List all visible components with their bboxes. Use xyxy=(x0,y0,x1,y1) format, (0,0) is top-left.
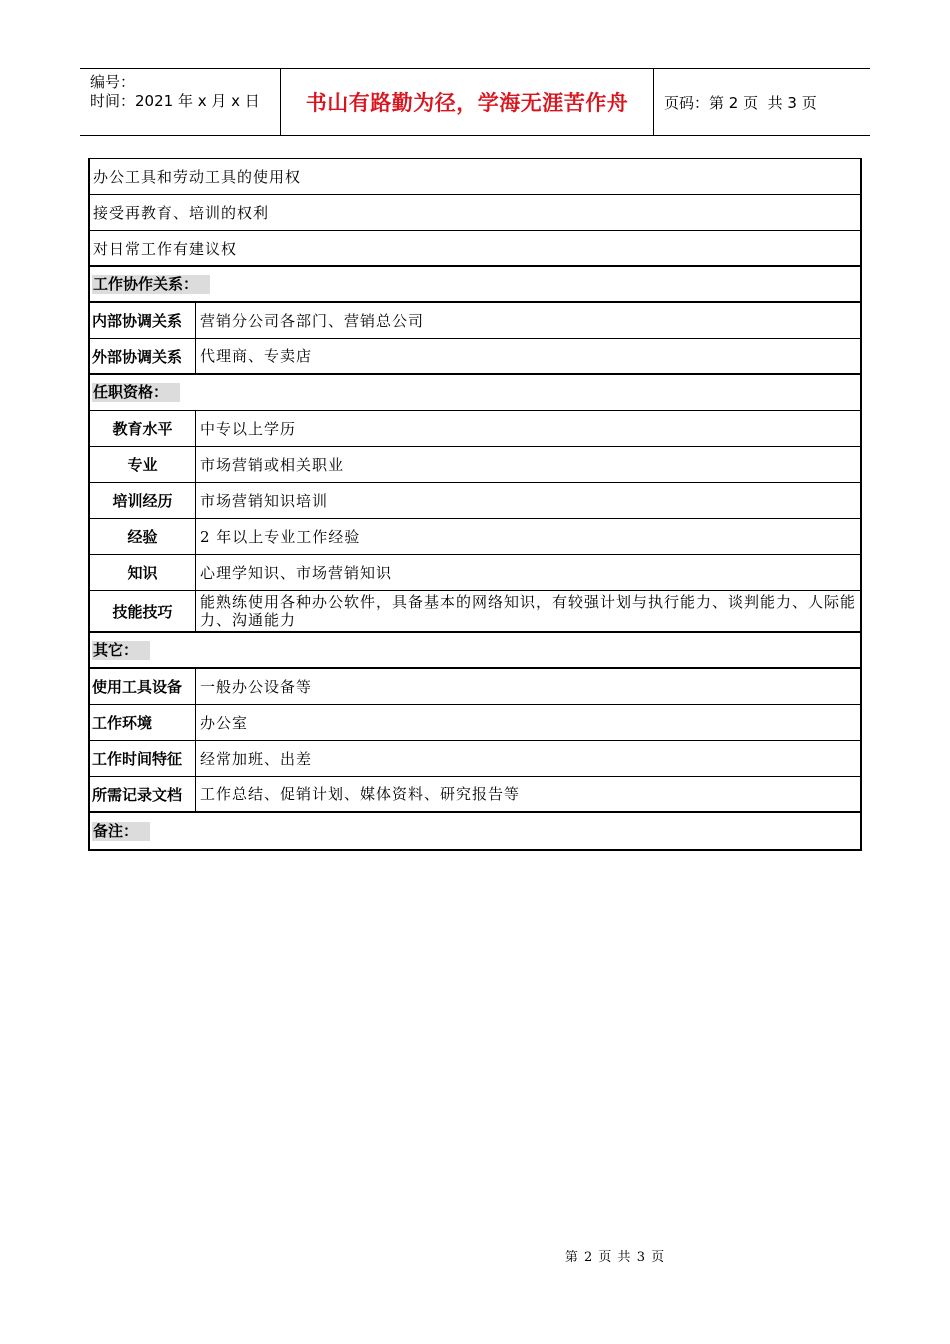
row-label: 工作时间特征 xyxy=(90,741,196,776)
row-label: 教育水平 xyxy=(90,411,196,446)
document-date: 时间：2021 年 x 月 x 日 xyxy=(90,92,260,110)
section-header-other xyxy=(90,633,860,669)
page-info-text: 页码：第 2 页 共 3 页 xyxy=(664,93,817,112)
section-header-qualifications xyxy=(90,375,860,411)
row-value: 中专以上学历 xyxy=(200,419,297,438)
section-title: 任职资格： xyxy=(92,383,180,402)
row-label: 工作环境 xyxy=(90,705,196,740)
table-row xyxy=(90,669,860,705)
row-label: 知识 xyxy=(90,555,196,590)
table-row xyxy=(90,741,860,777)
row-label: 使用工具设备 xyxy=(90,669,196,704)
row-label: 技能技巧 xyxy=(90,591,196,631)
table-row xyxy=(90,339,860,375)
row-value: 能熟练使用各种办公软件，具备基本的网络知识，有较强计划与执行能力、谈判能力、人际能力、沟通能力 xyxy=(200,593,857,629)
rights-item: 接受再教育、培训的权利 xyxy=(93,204,270,222)
row-value: 工作总结、促销计划、媒体资料、研究报告等 xyxy=(200,785,521,803)
table-row xyxy=(90,777,860,813)
row-value: 心理学知识、市场营销知识 xyxy=(200,563,393,582)
page-footer: 第 2 页 共 3 页 xyxy=(564,1250,666,1265)
rights-row xyxy=(90,231,860,267)
job-description-table xyxy=(88,158,862,851)
section-title: 其它： xyxy=(92,641,150,660)
rights-row xyxy=(90,159,860,195)
section-header-cooperation xyxy=(90,267,860,303)
row-label: 培训经历 xyxy=(90,483,196,518)
rights-item: 对日常工作有建议权 xyxy=(93,239,238,258)
row-label: 专业 xyxy=(90,447,196,482)
page-header xyxy=(80,68,870,136)
row-value: 2 年以上专业工作经验 xyxy=(200,527,361,546)
table-row xyxy=(90,591,860,633)
rights-row xyxy=(90,195,860,231)
row-value: 办公室 xyxy=(200,713,249,732)
row-label: 内部协调关系 xyxy=(90,303,196,338)
table-row xyxy=(90,519,860,555)
table-row xyxy=(90,483,860,519)
row-value: 营销分公司各部门、营销总公司 xyxy=(200,311,425,330)
header-motto: 书山有路勤为径，学海无涯苦作舟 xyxy=(281,69,654,135)
header-meta xyxy=(80,69,281,135)
row-label: 所需记录文档 xyxy=(90,777,196,811)
row-label: 外部协调关系 xyxy=(90,339,196,373)
row-value: 经常加班、出差 xyxy=(200,749,313,768)
row-value: 市场营销或相关职业 xyxy=(200,455,345,474)
header-page-info xyxy=(654,69,870,135)
table-row xyxy=(90,705,860,741)
table-row xyxy=(90,447,860,483)
table-row xyxy=(90,303,860,339)
section-title: 备注： xyxy=(92,822,150,841)
table-row xyxy=(90,555,860,591)
row-label: 经验 xyxy=(90,519,196,554)
row-value: 一般办公设备等 xyxy=(200,677,313,696)
row-value: 市场营销知识培训 xyxy=(200,491,329,510)
section-title: 工作协作关系： xyxy=(92,275,210,294)
row-value: 代理商、专卖店 xyxy=(200,347,313,365)
section-header-remarks xyxy=(90,813,860,849)
table-row xyxy=(90,411,860,447)
document-number: 编号： xyxy=(90,73,136,91)
rights-item: 办公工具和劳动工具的使用权 xyxy=(93,168,302,186)
